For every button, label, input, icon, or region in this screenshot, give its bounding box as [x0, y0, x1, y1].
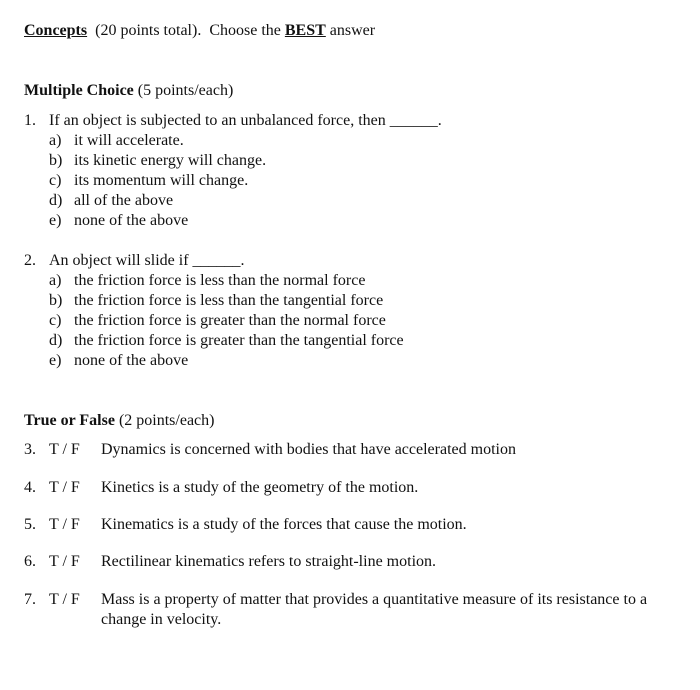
q1-option-d-text: all of the above: [74, 192, 174, 209]
mc-points: (5 points/each): [137, 82, 234, 99]
q1-option-c-text: its momentum will change.: [74, 172, 249, 189]
tf-item-4-choice: T / F: [49, 479, 80, 496]
section-title: Concepts: [24, 22, 88, 39]
total-points: (20 points total).: [95, 22, 202, 39]
tf-points: (2 points/each): [118, 412, 215, 429]
mc-heading: [24, 81, 233, 101]
q2-option-e-letter: e): [49, 352, 62, 369]
q1-option-b-letter: b): [49, 152, 63, 169]
tf-heading-label: True or False: [24, 412, 115, 429]
tf-item-6-number: 6.: [24, 553, 36, 570]
question-2-text: An object will slide if ______.: [49, 252, 245, 269]
q2-option-b-text: the friction force is less than the tangential force: [74, 292, 384, 309]
q1-option-d-letter: d): [49, 192, 63, 209]
q2-option-c-text: the friction force is greater than the normal force: [74, 312, 386, 329]
question-2-number: 2.: [24, 252, 36, 269]
tf-item-4-number: 4.: [24, 479, 36, 496]
question-1-number: 1.: [24, 112, 36, 129]
tf-item-7-number: 7.: [24, 591, 36, 608]
instruction-suffix: answer: [329, 22, 376, 39]
tf-heading: [24, 411, 214, 431]
mc-heading-label: Multiple Choice: [24, 82, 134, 99]
tf-item-7-text: Mass is a property of matter that provides a quantitative measure of its resistance to a change in velocity.: [101, 591, 648, 628]
q1-option-a-letter: a): [49, 132, 62, 149]
q2-option-e-text: none of the above: [74, 352, 189, 369]
tf-item-5-choice: T / F: [49, 516, 80, 533]
tf-item-6-text: Rectilinear kinematics refers to straight-line motion.: [101, 553, 437, 570]
tf-item-3-number: 3.: [24, 441, 36, 458]
tf-item-7-choice: T / F: [49, 591, 80, 608]
q1-option-b-text: its kinetic energy will change.: [74, 152, 267, 169]
tf-item-5-text: Kinematics is a study of the forces that cause the motion.: [101, 516, 467, 533]
q1-option-c-letter: c): [49, 172, 62, 189]
q2-option-b-letter: b): [49, 292, 63, 309]
tf-item-6-choice: T / F: [49, 553, 80, 570]
best-emphasis: BEST: [284, 22, 326, 39]
q2-option-c-letter: c): [49, 312, 62, 329]
q2-option-d-letter: d): [49, 332, 63, 349]
instruction-prefix: Choose the: [209, 22, 281, 39]
tf-item-3-choice: T / F: [49, 441, 80, 458]
q2-option-a-text: the friction force is less than the normal force: [74, 272, 366, 289]
q1-option-a-text: it will accelerate.: [74, 132, 184, 149]
q1-option-e-letter: e): [49, 212, 62, 229]
tf-item-4-text: Kinetics is a study of the geometry of the motion.: [101, 479, 419, 496]
q2-option-d-text: the friction force is greater than the tangential force: [74, 332, 404, 349]
q1-option-e-text: none of the above: [74, 212, 189, 229]
page-header: [24, 21, 375, 41]
q2-option-a-letter: a): [49, 272, 62, 289]
tf-item-3-text: Dynamics is concerned with bodies that have accelerated motion: [101, 441, 516, 458]
question-1-text: If an object is subjected to an unbalanced force, then ______.: [49, 112, 442, 129]
tf-item-5-number: 5.: [24, 516, 36, 533]
